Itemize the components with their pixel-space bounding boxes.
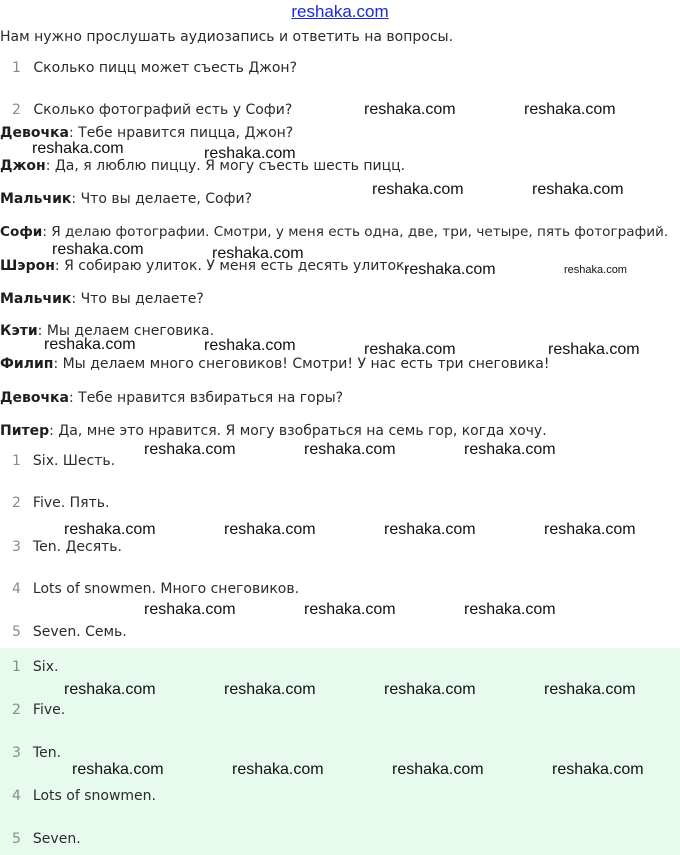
watermark: reshaka.com [464, 441, 556, 458]
question-number: 1 [12, 60, 21, 76]
watermark: reshaka.com [64, 521, 156, 538]
watermark: reshaka.com [364, 341, 456, 358]
watermark: reshaka.com [548, 341, 640, 358]
question-2 [12, 101, 292, 119]
item-number: 5 [12, 831, 21, 847]
question-number: 2 [12, 102, 21, 118]
dialogue-line [0, 190, 252, 208]
watermark: reshaka.com [204, 337, 296, 354]
translation-item [12, 452, 115, 470]
speaker-name: Шэрон [0, 258, 55, 274]
dialogue-line [0, 157, 405, 175]
watermark: reshaka.com [304, 601, 396, 618]
header-link[interactable]: reshaka.com [291, 2, 389, 21]
translation-item [12, 538, 122, 556]
item-number: 5 [12, 624, 21, 640]
item-number: 1 [12, 659, 21, 675]
item-number: 4 [12, 581, 21, 597]
watermark: reshaka.com [72, 761, 164, 778]
item-number: 2 [12, 495, 21, 511]
dialogue-line [0, 257, 409, 275]
item-text: Ten. Десять. [32, 539, 123, 555]
dialogue-text: : Тебе нравится взбираться на горы? [69, 390, 344, 406]
watermark: reshaka.com [52, 241, 144, 258]
answer-item [12, 744, 61, 762]
dialogue-text: : Что вы делаете, Софи? [71, 191, 253, 207]
watermark: reshaka.com [44, 336, 136, 353]
dialogue-line [0, 223, 668, 241]
watermark: reshaka.com [372, 181, 464, 198]
speaker-name: Питер [0, 423, 50, 439]
watermark: reshaka.com [404, 261, 496, 278]
answer-block [0, 648, 680, 855]
item-text: Seven. [32, 831, 81, 847]
answer-item [12, 658, 58, 676]
item-text: Six. [32, 659, 59, 675]
translation-item [12, 494, 109, 512]
watermark: reshaka.com [204, 145, 296, 162]
dialogue-line [0, 422, 547, 440]
watermark: reshaka.com [212, 245, 304, 262]
watermark: reshaka.com [144, 441, 236, 458]
item-number: 3 [12, 539, 21, 555]
answer-item [12, 830, 81, 848]
translation-item [12, 623, 127, 641]
item-text: Five. [32, 702, 66, 718]
watermark: reshaka.com [144, 601, 236, 618]
watermark: reshaka.com [304, 441, 396, 458]
dialogue-text: : Что вы делаете? [71, 291, 204, 307]
question-1 [12, 59, 297, 77]
watermark: reshaka.com [364, 101, 456, 118]
translation-item [12, 580, 299, 598]
speaker-name: Софи [0, 224, 43, 240]
watermark: reshaka.com [32, 140, 124, 157]
speaker-name: Девочка [0, 390, 70, 406]
dialogue-line [0, 389, 343, 407]
item-text: Six. Шесть. [32, 453, 116, 469]
watermark: reshaka.com [224, 681, 316, 698]
watermark: reshaka.com [532, 181, 624, 198]
item-number: 1 [12, 453, 21, 469]
question-text: Сколько пицц может съесть Джон? [33, 60, 298, 76]
watermark: reshaka.com [464, 601, 556, 618]
watermark: reshaka.com [544, 681, 636, 698]
speaker-name: Мальчик [0, 191, 72, 207]
item-text: Five. Пять. [32, 495, 110, 511]
item-number: 4 [12, 788, 21, 804]
dialogue-text: : Да, я люблю пиццу. Я могу съесть шесть пицц. [45, 158, 406, 174]
watermark: reshaka.com [64, 681, 156, 698]
dialogue-line [0, 355, 549, 373]
question-text: Сколько фотографий есть у Софи? [33, 102, 293, 118]
item-number: 2 [12, 702, 21, 718]
watermark: reshaka.com [544, 521, 636, 538]
speaker-name: Джон [0, 158, 46, 174]
dialogue-text: : Мы делаем снеговика. [37, 323, 215, 339]
watermark: reshaka.com [384, 521, 476, 538]
speaker-name: Девочка [0, 125, 70, 141]
watermark: reshaka.com [384, 681, 476, 698]
watermark: reshaka.com [232, 761, 324, 778]
watermark: reshaka.com [224, 521, 316, 538]
dialogue-text: : Я собираю улиток. У меня есть десять улиток. [54, 258, 409, 274]
speaker-name: Кэти [0, 323, 38, 339]
task-text: Нам нужно прослушать аудиозапись и ответить на вопросы. [0, 29, 454, 45]
dialogue-text: : Я делаю фотографии. Смотри, у меня есть одна, две, три, четыре, пять фотографий. [42, 224, 669, 240]
dialogue-line [0, 290, 204, 308]
dialogue-text: : Да, мне это нравится. Я могу взобраться на семь гор, когда хочу. [49, 423, 547, 439]
dialogue-text: : Тебе нравится пицца, Джон? [69, 125, 294, 141]
item-text: Ten. [32, 745, 62, 761]
item-text: Seven. Семь. [32, 624, 127, 640]
speaker-name: Мальчик [0, 291, 72, 307]
answer-item [12, 701, 65, 719]
dialogue-text: : Мы делаем много снеговиков! Смотри! У нас есть три снеговика! [53, 356, 550, 372]
speaker-name: Филип [0, 356, 54, 372]
item-number: 3 [12, 745, 21, 761]
watermark: reshaka.com [564, 264, 627, 276]
watermark: reshaka.com [552, 761, 644, 778]
item-text: Lots of snowmen. Много снеговиков. [32, 581, 300, 597]
watermark: reshaka.com [524, 101, 616, 118]
answer-item [12, 787, 156, 805]
watermark: reshaka.com [392, 761, 484, 778]
item-text: Lots of snowmen. [32, 788, 156, 804]
